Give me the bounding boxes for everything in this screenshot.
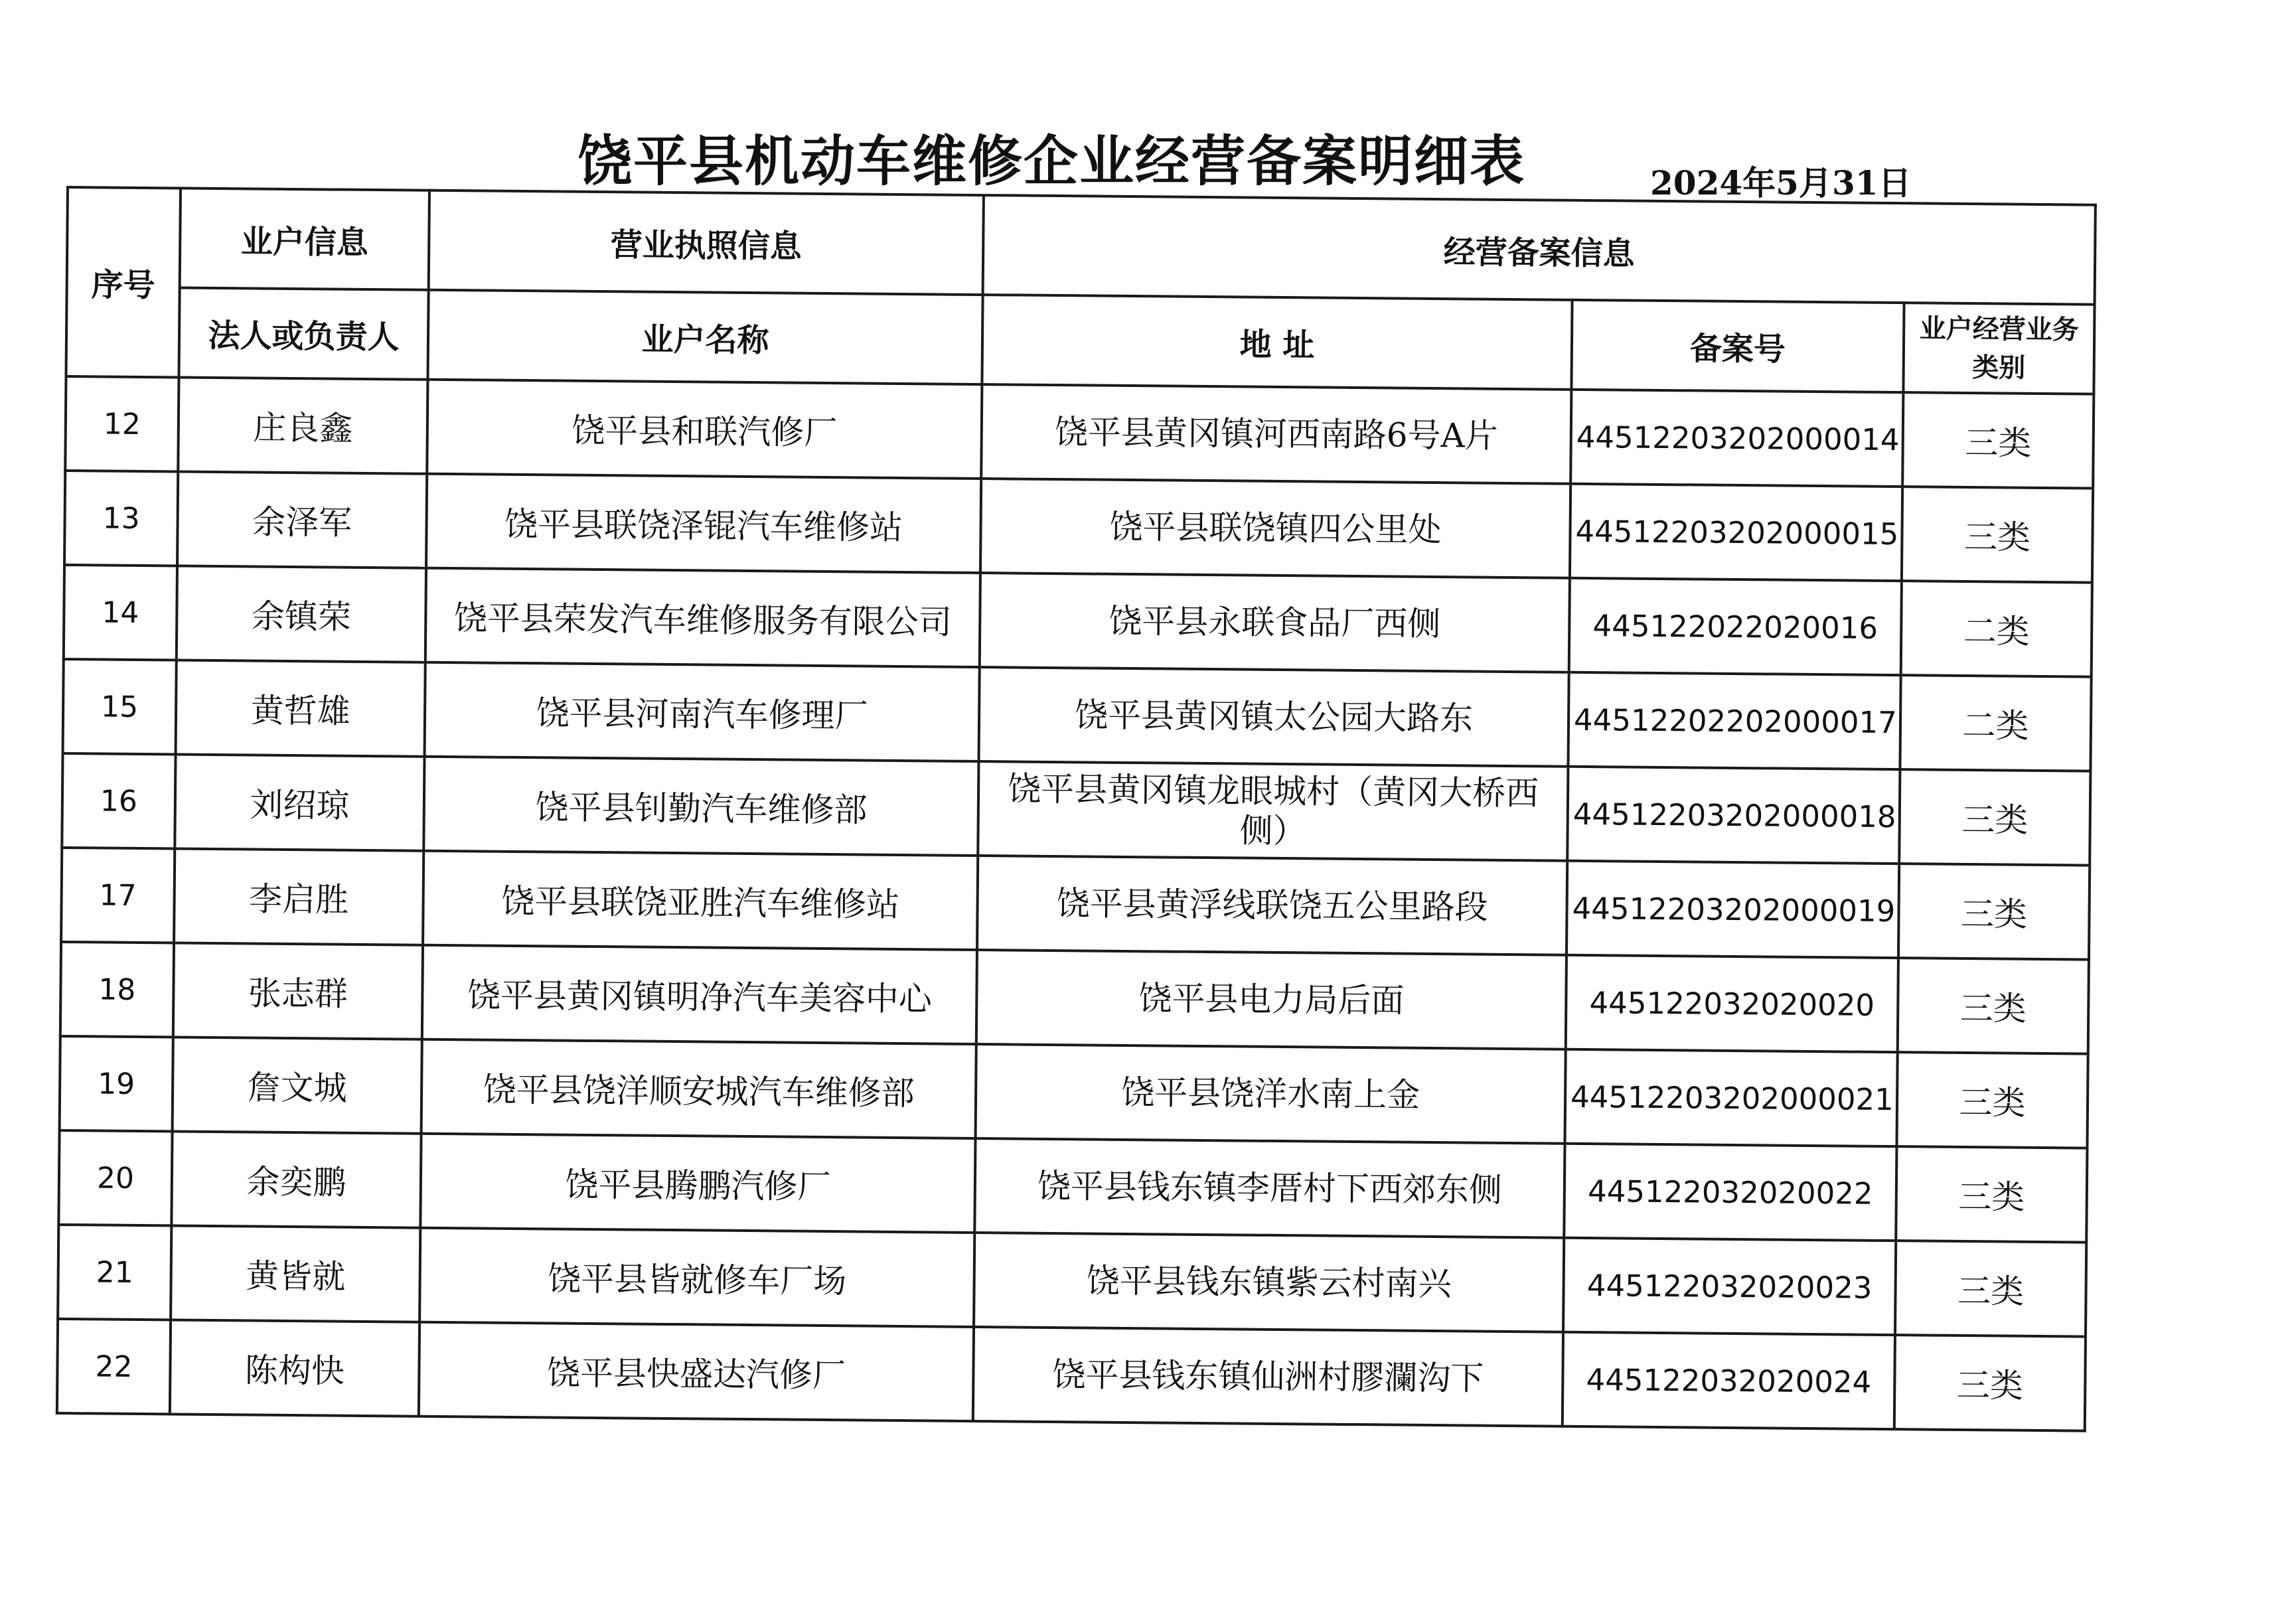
cell-address: 饶平县黄冈镇河西南路6号A片 bbox=[981, 384, 1571, 484]
cell-person: 陈构快 bbox=[170, 1320, 420, 1416]
cell-category: 三类 bbox=[1898, 958, 2089, 1053]
cell-category: 三类 bbox=[1896, 1052, 2088, 1148]
cell-business-name: 饶平县联饶泽锟汽车维修站 bbox=[426, 474, 981, 573]
header-filing-no: 备案号 bbox=[1571, 300, 1904, 392]
cell-seq: 20 bbox=[58, 1130, 172, 1225]
cell-category: 三类 bbox=[1896, 1146, 2087, 1242]
cell-seq: 22 bbox=[57, 1319, 171, 1414]
cell-address: 饶平县联饶镇四公里处 bbox=[980, 479, 1570, 578]
header-row-columns bbox=[66, 287, 2094, 394]
cell-filing-no: 445122022020016 bbox=[1569, 578, 1902, 675]
cell-business-name: 饶平县和联汽修厂 bbox=[427, 380, 982, 479]
header-row-groups bbox=[67, 187, 2096, 305]
cell-business-name: 饶平县腾鹏汽修厂 bbox=[420, 1134, 975, 1233]
table-row bbox=[60, 1036, 2088, 1148]
table-row bbox=[64, 471, 2093, 583]
cell-category: 三类 bbox=[1902, 392, 2094, 488]
cell-business-name: 饶平县快盛达汽修厂 bbox=[419, 1322, 974, 1421]
cell-category: 二类 bbox=[1901, 581, 2092, 676]
cell-business-name: 饶平县荣发汽车维修服务有限公司 bbox=[425, 568, 980, 667]
header-seq: 序号 bbox=[66, 187, 180, 377]
cell-address: 饶平县黄浮线联饶五公里路段 bbox=[977, 856, 1567, 955]
cell-category: 三类 bbox=[1894, 1335, 2086, 1430]
cell-business-name: 饶平县河南汽车修理厂 bbox=[425, 662, 980, 761]
cell-business-name: 饶平县联饶亚胜汽车维修站 bbox=[423, 851, 978, 950]
cell-person: 余奕鹏 bbox=[171, 1131, 421, 1227]
cell-seq: 13 bbox=[64, 471, 178, 566]
header-category: 业户经营业务类别 bbox=[1903, 303, 2094, 394]
header-license-info: 营业执照信息 bbox=[429, 191, 984, 295]
records-table bbox=[56, 186, 2097, 1432]
cell-address: 饶平县电力局后面 bbox=[976, 950, 1567, 1049]
cell-filing-no: 445122032020020 bbox=[1566, 955, 1898, 1052]
cell-filing-no: 44512203202000014 bbox=[1570, 390, 1903, 487]
cell-seq: 15 bbox=[63, 659, 177, 754]
cell-address: 饶平县钱东镇紫云村南兴 bbox=[974, 1233, 1564, 1332]
header-owner-info: 业户信息 bbox=[180, 189, 429, 290]
cell-category: 二类 bbox=[1900, 675, 2091, 771]
table-row bbox=[57, 1319, 2086, 1431]
cell-filing-no: 44512203202000015 bbox=[1570, 484, 1902, 581]
records-body bbox=[57, 376, 2094, 1431]
cell-business-name: 饶平县钊勤汽车维修部 bbox=[423, 757, 978, 856]
cell-seq: 14 bbox=[64, 565, 177, 660]
cell-address: 饶平县钱东镇仙洲村膠瀾沟下 bbox=[973, 1327, 1563, 1426]
cell-person: 庄良鑫 bbox=[178, 377, 427, 473]
cell-filing-no: 44512203202000021 bbox=[1565, 1049, 1897, 1146]
table-row bbox=[58, 1225, 2086, 1337]
cell-seq: 18 bbox=[60, 942, 174, 1037]
table-row bbox=[63, 659, 2092, 771]
cell-person: 李启胜 bbox=[174, 848, 423, 945]
cell-seq: 17 bbox=[61, 848, 175, 943]
header-address: 地 址 bbox=[982, 295, 1572, 390]
cell-person: 詹文城 bbox=[173, 1037, 422, 1133]
cell-filing-no: 44512202202000017 bbox=[1568, 672, 1900, 769]
cell-person: 黄皆就 bbox=[171, 1225, 420, 1322]
table-row bbox=[62, 753, 2090, 866]
cell-seq: 19 bbox=[60, 1036, 173, 1131]
table-row bbox=[64, 565, 2092, 677]
cell-address: 饶平县黄冈镇太公园大路东 bbox=[978, 667, 1569, 767]
cell-person: 黄哲雄 bbox=[176, 660, 425, 756]
document-title: 饶平县机动车维修企业经营备案明细表 bbox=[577, 129, 1526, 193]
table-row bbox=[61, 848, 2090, 960]
cell-category: 三类 bbox=[1898, 864, 2090, 959]
cell-person: 余泽军 bbox=[177, 471, 427, 568]
cell-filing-no: 445122032020024 bbox=[1563, 1332, 1895, 1429]
cell-filing-no: 445122032020022 bbox=[1564, 1144, 1896, 1241]
table-row bbox=[58, 1130, 2087, 1243]
cell-address: 饶平县黄冈镇龙眼城村（黄冈大桥西侧） bbox=[978, 761, 1568, 861]
header-legal-person: 法人或负责人 bbox=[179, 287, 428, 379]
cell-person: 刘绍琼 bbox=[175, 754, 424, 850]
table-row bbox=[65, 376, 2094, 489]
cell-category: 三类 bbox=[1902, 487, 2093, 582]
cell-seq: 21 bbox=[58, 1225, 171, 1320]
cell-filing-no: 445122032020023 bbox=[1563, 1238, 1896, 1335]
cell-person: 张志群 bbox=[173, 943, 423, 1039]
cell-seq: 12 bbox=[65, 376, 179, 471]
header-filing-info: 经营备案信息 bbox=[983, 195, 2096, 305]
cell-address: 饶平县饶洋水南上金 bbox=[976, 1044, 1566, 1144]
cell-category: 三类 bbox=[1895, 1241, 2086, 1336]
cell-filing-no: 44512203202000018 bbox=[1567, 767, 1900, 864]
header-business-name: 业户名称 bbox=[427, 290, 982, 384]
cell-category: 三类 bbox=[1899, 769, 2090, 865]
cell-business-name: 饶平县皆就修车厂场 bbox=[420, 1228, 974, 1327]
cell-person: 余镇荣 bbox=[177, 566, 426, 662]
cell-seq: 16 bbox=[62, 753, 175, 848]
document-date: 2024年5月31日 bbox=[1650, 163, 1912, 202]
cell-filing-no: 44512203202000019 bbox=[1567, 861, 1899, 958]
cell-address: 饶平县钱东镇李厝村下西郊东侧 bbox=[974, 1138, 1565, 1238]
cell-address: 饶平县永联食品厂西侧 bbox=[980, 573, 1570, 672]
cell-business-name: 饶平县黄冈镇明净汽车美容中心 bbox=[422, 945, 977, 1044]
table-row bbox=[60, 942, 2089, 1054]
cell-business-name: 饶平县饶洋顺安城汽车维修部 bbox=[421, 1039, 976, 1138]
